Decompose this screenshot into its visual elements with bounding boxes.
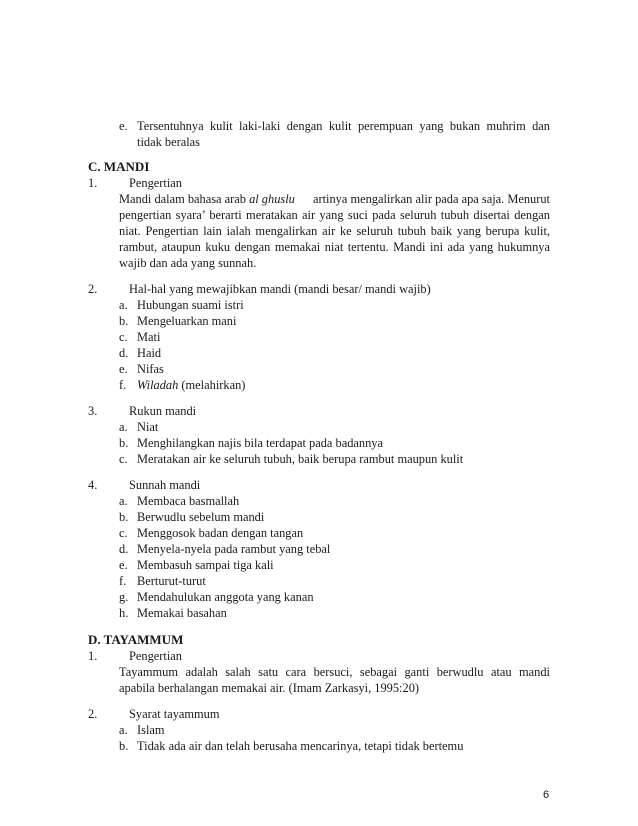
list-item-label: c. <box>119 526 128 540</box>
list-item-text: Meratakan air ke seluruh tubuh, baik berupa rambut maupun kulit <box>137 452 464 466</box>
list-item-label: e. <box>119 558 128 572</box>
list-item-label: b. <box>119 314 129 328</box>
subsection-title: Hal-hal yang mewajibkan mandi (mandi besar/ mandi wajib) <box>129 282 431 296</box>
subsection-number: 1. <box>88 649 98 663</box>
list-item-label: b. <box>119 436 129 450</box>
list-item-label: e. <box>119 119 128 133</box>
subsection-title: Sunnah mandi <box>129 478 201 492</box>
subsection-number: 4. <box>88 478 98 492</box>
paragraph-line: niat. Pengertian lain ialah mengalirkan air ke seluruh tubuh baik yang berupa kulit, <box>119 224 550 238</box>
paragraph-line <box>119 191 550 207</box>
list-item-text <box>137 377 245 393</box>
subsection-number: 2. <box>88 282 98 296</box>
list-item-text: tidak beralas <box>137 135 200 149</box>
list-item-italic-term: Wiladah <box>137 378 179 392</box>
list-item-text: Mati <box>137 330 161 344</box>
list-item-label: b. <box>119 739 129 753</box>
list-item-text: Membasuh sampai tiga kali <box>137 558 274 572</box>
paragraph-line: wajib dan ada yang sunnah. <box>119 256 257 270</box>
list-item-label: c. <box>119 330 128 344</box>
paragraph-line: pengertian syara’ berarti meratakan air yang suci pada seluruh tubuh disertai dengan <box>119 208 550 222</box>
list-item-text: Tersentuhnya kulit laki-laki dengan kulit perempuan yang bukan muhrim dan <box>137 119 550 133</box>
subsection-number: 1. <box>88 176 98 190</box>
paragraph-text: Mandi dalam bahasa arab <box>119 192 246 206</box>
list-item-label: a. <box>119 494 128 508</box>
list-item-label: b. <box>119 510 129 524</box>
list-item-label: f. <box>119 378 127 392</box>
list-item-label: a. <box>119 723 128 737</box>
section-heading: D. TAYAMMUM <box>88 632 184 647</box>
subsection-title: Rukun mandi <box>129 404 197 418</box>
list-item-text: Berturut-turut <box>137 574 206 588</box>
list-item-text: Haid <box>137 346 162 360</box>
list-item-label: g. <box>119 590 129 604</box>
list-item-text: Mendahulukan anggota yang kanan <box>137 590 314 604</box>
list-item-text-rest: (melahirkan) <box>181 378 246 392</box>
list-item-label: d. <box>119 346 129 360</box>
paragraph-line: rambut, ataupun kuku dengan memakai niat tertentu. Mandi ini ada yang hukumnya <box>119 240 550 254</box>
list-item-text: Tidak ada air dan telah berusaha mencarinya, tetapi tidak bertemu <box>137 739 464 753</box>
list-item-text: Nifas <box>137 362 164 376</box>
list-item-text: Niat <box>137 420 159 434</box>
subsection-number: 3. <box>88 404 98 418</box>
list-item-text: Menyela-nyela pada rambut yang tebal <box>137 542 331 556</box>
list-item-label: a. <box>119 420 128 434</box>
subsection-title: Pengertian <box>129 176 182 190</box>
paragraph-italic-term: al ghuslu <box>249 192 295 206</box>
paragraph-line: Tayammum adalah salah satu cara bersuci, sebagai ganti berwudlu atau mandi <box>119 665 550 679</box>
list-item-text: Memakai basahan <box>137 606 227 620</box>
list-item-text: Membaca basmallah <box>137 494 240 508</box>
list-item-label: h. <box>119 606 129 620</box>
list-item-text: Mengeluarkan mani <box>137 314 237 328</box>
list-item-text: Hubungan suami istri <box>137 298 244 312</box>
list-item-label: c. <box>119 452 128 466</box>
paragraph-line: apabila berhalangan memakai air. (Imam Zarkasyi, 1995:20) <box>119 681 420 695</box>
list-item-label: e. <box>119 362 128 376</box>
list-item-text: Menggosok badan dengan tangan <box>137 526 304 540</box>
list-item-label: f. <box>119 574 127 588</box>
subsection-title: Syarat tayammum <box>129 707 220 721</box>
subsection-title: Pengertian <box>129 649 182 663</box>
page-number: 6 <box>543 789 550 801</box>
paragraph-text: artinya mengalirkan alir pada apa saja. Menurut <box>312 192 550 206</box>
list-item-text: Islam <box>137 723 165 737</box>
list-item-label: d. <box>119 542 129 556</box>
list-item-text: Berwudlu sebelum mandi <box>137 510 265 524</box>
list-item-label: a. <box>119 298 128 312</box>
subsection-number: 2. <box>88 707 98 721</box>
section-heading: C. MANDI <box>88 159 150 174</box>
list-item-text: Menghilangkan najis bila terdapat pada badannya <box>137 436 384 450</box>
